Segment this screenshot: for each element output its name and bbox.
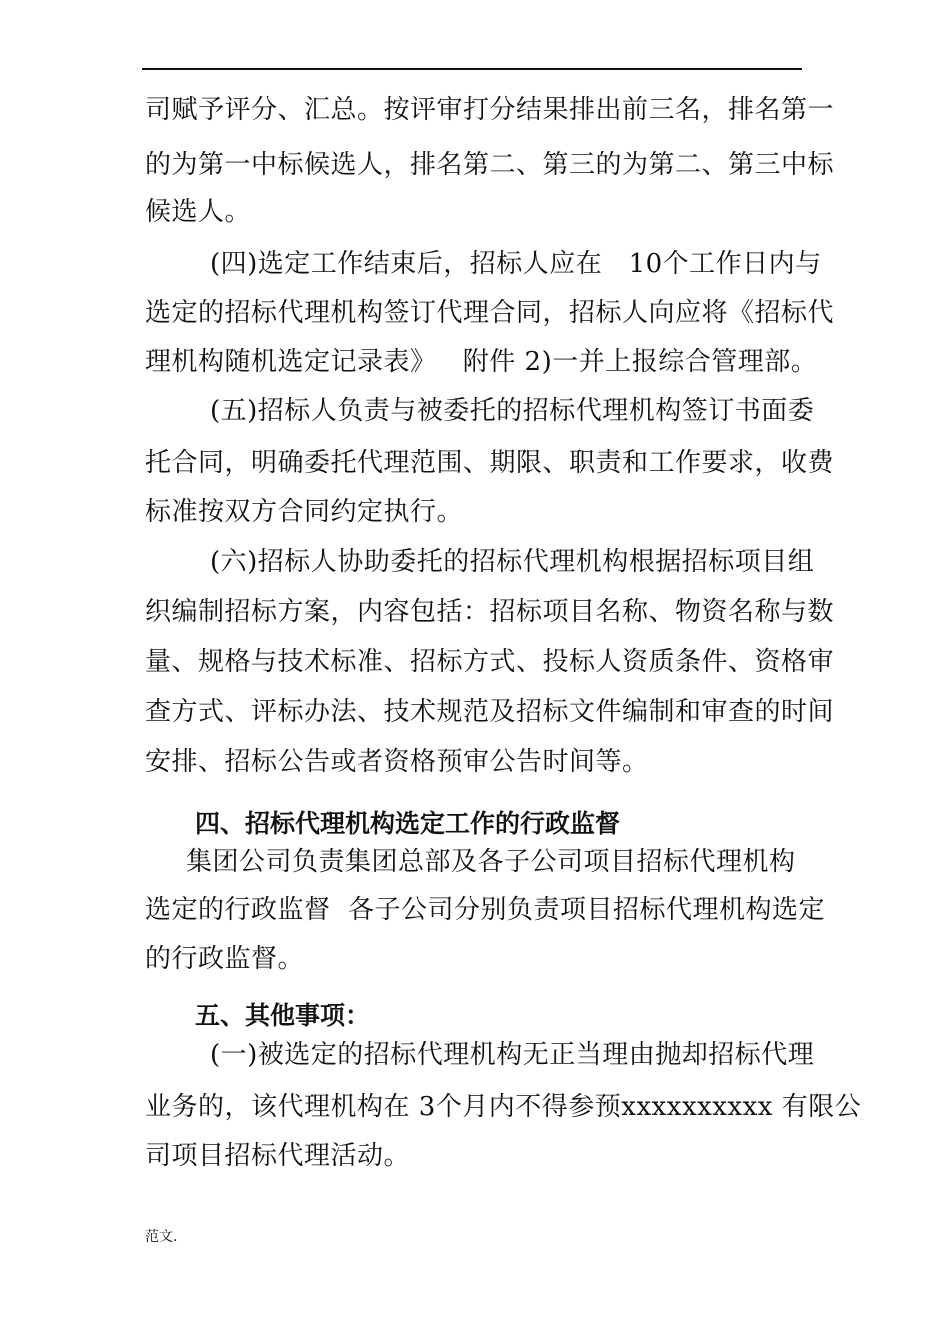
body-line: 安排、招标公告或者资格预审公告时间等。: [145, 747, 649, 777]
body-line: 司赋予评分、汇总。按评审打分结果排出前三名，排名第一: [145, 95, 835, 125]
body-line: 集团公司负责集团总部及各子公司项目招标代理机构: [186, 847, 796, 877]
body-line: 司项目招标代理活动。: [145, 1141, 411, 1171]
body-line: 的为第一中标候选人，排名第二、第三的为第二、第三中标: [145, 150, 835, 180]
body-line: 的行政监督。: [145, 944, 305, 974]
body-line: 选定的行政监督 各子公司分别负责项目招标代理机构选定: [145, 895, 826, 925]
body-line: 理机构随机选定记录表》 附件 2)一并上报综合管理部。: [145, 347, 818, 377]
body-line: 托合同，明确委托代理范围、期限、职责和工作要求，收费: [145, 448, 835, 478]
body-line: 标准按双方合同约定执行。: [145, 497, 464, 527]
body-line: 候选人。: [145, 197, 252, 227]
body-line: (一)被选定的招标代理机构无正当理由抛却招标代理: [210, 1040, 815, 1070]
header-rule: [142, 68, 802, 70]
body-line: (四)选定工作结束后，招标人应在 10个工作日内与: [210, 249, 822, 279]
body-line: (五)招标人负责与被委托的招标代理机构签订书面委: [210, 396, 815, 426]
body-line: (六)招标人协助委托的招标代理机构根据招标项目组: [210, 547, 815, 577]
body-line: 业务的，该代理机构在 3个月内不得参预xxxxxxxxxx 有限公: [145, 1092, 862, 1122]
body-line: 量、规格与技术标准、招标方式、投标人资质条件、资格审: [145, 647, 835, 677]
body-line: 织编制招标方案，内容包括：招标项目名称、物资名称与数: [145, 597, 835, 627]
footer-text: 范文.: [145, 1229, 178, 1245]
body-line: 查方式、评标办法、技术规范及招标文件编制和审查的时间: [145, 697, 835, 727]
body-line: 选定的招标代理机构签订代理合同，招标人向应将《招标代: [145, 298, 835, 328]
section-heading: 五、其他事项：: [195, 1001, 371, 1030]
section-heading: 四、招标代理机构选定工作的行政监督: [195, 809, 621, 838]
